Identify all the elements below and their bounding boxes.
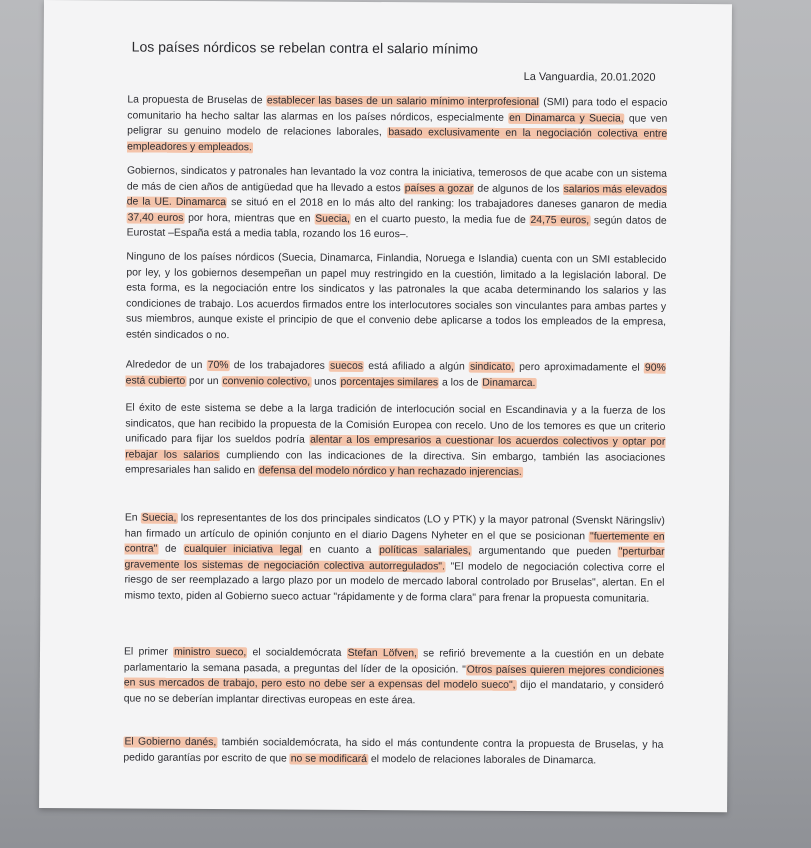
paragraph-text: está afiliado a algún xyxy=(363,360,470,373)
paragraph-2 xyxy=(127,164,667,245)
highlighted-text: alentar a los empresarios a cuestionar los acuerdos colectivos y optar por rebajar los salarios xyxy=(125,434,666,461)
article-source: La Vanguardia, 20.01.2020 xyxy=(523,70,656,84)
paragraph-text: El primer xyxy=(123,646,174,658)
paragraph-text: El éxito de este sistema se debe a la larga tradición de interlocución social en Escandinavia y a la fuerza de los sindicatos, que han recibido la propuesta de la Comisión Europea con recelo. Uno de los temores es que un criterio unificado para fijar los sueldos podría xyxy=(125,402,666,446)
paragraph-text: dijo el mandatario, y consideró que no se deberían implantar directivas europeas en este área. xyxy=(123,680,664,707)
paragraph-text: también socialdemócrata, ha sido el más contundente contra la propuesta de Bruselas, y ha pedido garantías por escrito de que xyxy=(123,737,664,765)
paragraph-4 xyxy=(126,358,666,392)
highlighted-text: Suecia, xyxy=(315,213,350,225)
paragraph-3 xyxy=(126,250,667,347)
paragraph-text: "El modelo de negociación colectiva corre el riesgo de ser reemplazado a largo plazo por un modelo de mercado laboral controlado por Bruselas", alertan. En el mismo texto, piden al Gobierno sueco actuar "rápidamente y de forma clara" para frenar la propuesta comunitaria. xyxy=(124,561,665,605)
paragraph-5 xyxy=(125,401,665,482)
article-title: Los países nórdicos se rebelan contra el salario mínimo xyxy=(131,38,479,57)
paragraph-text: por hora, mientras que en xyxy=(184,212,315,225)
paragraph-text: (SMI) para todo el espacio comunitario ha hecho saltar las alarmas en los países nórdicos, especialmente xyxy=(127,97,668,124)
paragraph-text: en el cuarto puesto, la media fue de xyxy=(350,213,530,226)
paragraph-text: Alrededor de un xyxy=(125,359,207,372)
highlighted-text: 24,75 euros, xyxy=(530,214,590,227)
paragraph-text: el socialdemócrata xyxy=(247,647,347,659)
paragraph-7 xyxy=(124,645,664,711)
highlighted-text: 70% xyxy=(207,360,229,372)
paragraph-text: en cuanto a xyxy=(302,544,379,557)
document-page xyxy=(39,0,732,812)
paragraph-text: argumentando que pueden xyxy=(471,545,618,558)
paragraph-text: cumpliendo con las indicaciones de la directiva. Sin embargo, también las asociaciones empresariales han salido en xyxy=(125,449,666,477)
highlighted-text: cualquier iniciativa legal xyxy=(184,544,302,556)
highlighted-text: Stefan Löfven, xyxy=(347,647,417,660)
paragraph-text: se situó en el 2018 en lo más alto del ranking: los trabajadores daneses ganaron de media xyxy=(227,197,667,211)
paragraph-text: En xyxy=(124,512,141,524)
paragraph-text: según datos de Eurostat –España está a media tabla, rozando los 16 euros–. xyxy=(126,215,667,241)
paragraph-1 xyxy=(127,93,667,159)
highlighted-text: salarios más elevados de la UE. Dinamarca xyxy=(126,183,667,209)
paragraph-text: a los de xyxy=(439,377,482,389)
paragraph-text: que ven peligrar su genuino modelo de relaciones laborales, xyxy=(127,113,668,139)
highlighted-text: establecer las bases de un salario mínimo interprofesional xyxy=(266,95,539,109)
highlighted-text: ministro sueco, xyxy=(174,646,247,659)
highlighted-text: 90% está cubierto xyxy=(125,362,666,387)
paragraph-8 xyxy=(123,734,663,768)
highlighted-text: defensa del modelo nórdico y han rechazado injerencias. xyxy=(258,465,522,479)
paragraph-text: La propuesta de Bruselas de xyxy=(127,94,266,107)
highlighted-text: en Dinamarca y Suecia, xyxy=(509,112,624,125)
highlighted-text: basado exclusivamente en la negociación colectiva entre empleadores y empleados. xyxy=(127,127,668,154)
highlighted-text: sindicato, xyxy=(469,361,514,373)
highlighted-text: Dinamarca. xyxy=(482,377,536,389)
highlighted-text: "fuertemente en contra" xyxy=(124,530,665,555)
paragraph-text: de algunos de los xyxy=(474,183,563,195)
paragraph-text: de los trabajadores xyxy=(229,360,330,372)
highlighted-text: El Gobierno danés, xyxy=(124,736,217,749)
highlighted-text: países a gozar xyxy=(404,182,474,195)
highlighted-text: Otros países quieren mejores condiciones en sus mercados de trabajo, pero esto no debe ser a expensas del modelo sueco", xyxy=(123,664,664,692)
paragraph-text: Gobiernos, sindicatos y patronales han levantado la voz contra la iniciativa, temerosos de que acabe con un sistema de más de cien años de antigüedad que ha llevado a estos xyxy=(126,165,667,194)
highlighted-text: no se modificará xyxy=(290,753,368,765)
paragraph-text: unos xyxy=(311,376,340,388)
highlighted-text: políticas salariales, xyxy=(379,545,471,557)
highlighted-text: 37,40 euros xyxy=(127,212,184,224)
highlighted-text: "perturbar gravemente los sistemas de negociación colectiva autorregulados". xyxy=(124,546,665,573)
paragraph-text: pero aproximadamente el xyxy=(514,361,644,374)
paragraph-text: los representantes de los dos principales sindicatos (LO y PTK) y la mayor patronal (Svenskt Näringsliv) han firmado un artículo de opinión conjunto en el diario Dagens Nyheter en el que se posicionan xyxy=(124,512,665,542)
paragraph-text: por un xyxy=(186,375,222,387)
highlighted-text: porcentajes similares xyxy=(340,376,439,389)
highlighted-text: suecos xyxy=(330,360,364,372)
paragraph-text: se refirió brevemente a la cuestión en un debate parlamentario la semana pasada, a preguntas del líder de la oposición. " xyxy=(123,648,665,676)
paragraph-text: el modelo de relaciones laborales de Dinamarca. xyxy=(367,753,597,766)
paragraph-text: de xyxy=(158,543,184,556)
highlighted-text: convenio colectivo, xyxy=(222,375,311,388)
highlighted-text: Suecia, xyxy=(141,512,177,524)
paragraph-6 xyxy=(124,511,665,608)
paragraph-text: Ninguno de los países nórdicos (Suecia, Dinamarca, Finlandia, Noruega e Islandia) cuenta con un SMI establecido por ley, y los gobiernos desempeñan un papel muy restringido en la cuestión, limitado a la legislación laboral. De esta forma, es la negociación entre los sindicatos y las patronales la que acaba determinando los salarios y las condiciones de trabajo. Los acuerdos firmados entre los interlocutores sociales son vinculantes para ambas partes y sus miembros, aunque existe el principio de que el convenio debe aplicarse a todos los empleados de la empresa, estén sindicados o no. xyxy=(125,251,667,342)
